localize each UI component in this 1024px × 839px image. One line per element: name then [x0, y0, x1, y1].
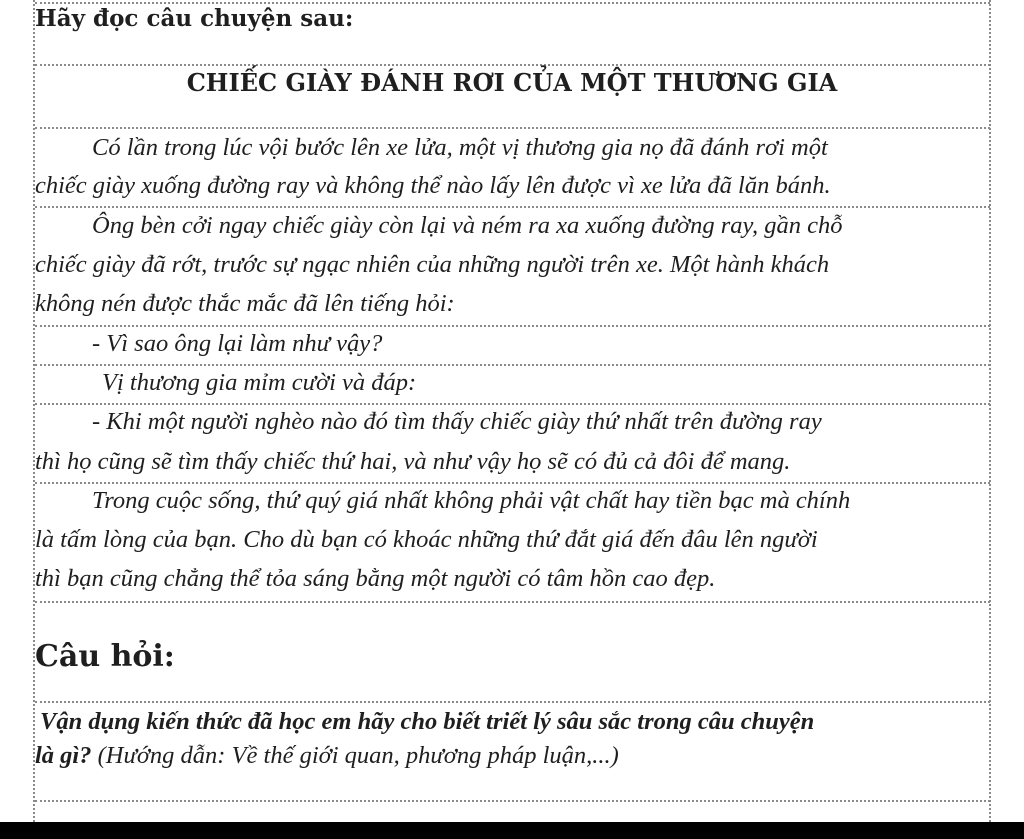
story-line: - Vì sao ông lại làm như vậy?	[92, 330, 383, 357]
story-line: không nén được thắc mắc đã lên tiếng hỏi:	[35, 290, 455, 317]
question-line-group	[35, 744, 619, 769]
prompt-text: Hãy đọc câu chuyện sau:	[35, 5, 354, 32]
question-heading: Câu hỏi:	[35, 639, 175, 674]
story-line: Có lần trong lúc vội bước lên xe lửa, một vị thương gia nọ đã đánh rơi một	[92, 134, 828, 161]
story-line: là tấm lòng của bạn. Cho dù bạn có khoác những thứ đắt giá đến đâu lên người	[35, 526, 818, 553]
story-line: - Khi một người nghèo nào đó tìm thấy chiếc giày thứ nhất trên đường ray	[92, 408, 822, 435]
story-line: thì bạn cũng chẳng thể tỏa sáng bằng một người có tâm hồn cao đẹp.	[35, 565, 716, 592]
story-line: Vị thương gia mỉm cười và đáp:	[102, 369, 417, 396]
question-line: Vận dụng kiến thức đã học em hãy cho biết triết lý sâu sắc trong câu chuyện	[40, 708, 815, 735]
bottom-black-bar	[0, 822, 1024, 839]
story-title: CHIẾC GIÀY ĐÁNH RƠI CỦA MỘT THƯƠNG GIA	[186, 68, 838, 97]
story-line: chiếc giày xuống đường ray và không thể nào lấy lên được vì xe lửa đã lăn bánh.	[35, 172, 831, 199]
story-line: Trong cuộc sống, thứ quý giá nhất không phải vật chất hay tiền bạc mà chính	[92, 487, 851, 514]
question-line: là gì?	[35, 742, 92, 769]
question-hint: (Hướng dẫn: Về thế giới quan, phương pháp luận,...)	[97, 742, 619, 769]
story-line: Ông bèn cởi ngay chiếc giày còn lại và ném ra xa xuống đường ray, gần chỗ	[92, 212, 843, 239]
story-line: chiếc giày đã rớt, trước sự ngạc nhiên của những người trên xe. Một hành khách	[35, 251, 830, 278]
story-line: thì họ cũng sẽ tìm thấy chiếc thứ hai, và như vậy họ sẽ có đủ cả đôi để mang.	[35, 448, 791, 475]
